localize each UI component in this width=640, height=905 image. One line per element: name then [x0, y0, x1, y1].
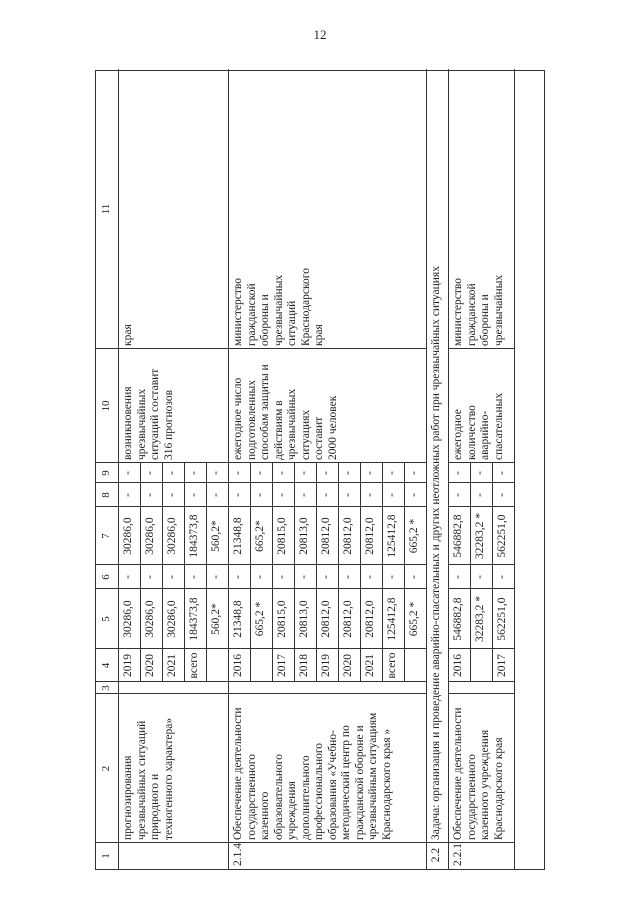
block1-regional-amount: 30286,0: [122, 517, 134, 555]
column-divider: [118, 693, 228, 694]
block2-other-amount: -: [408, 471, 420, 475]
block2-name-line: образования «Учебно-: [326, 730, 339, 840]
block3-executor-line: чрезвычайных: [492, 274, 505, 346]
block2-executor-line: чрезвычайных: [272, 274, 285, 346]
block2-federal-amount: -: [364, 575, 376, 579]
block2-row-divider: [360, 463, 361, 682]
block2-name-line: Краснодарского края »: [380, 728, 393, 840]
block2-name-line: государственного: [245, 754, 258, 840]
column-divider: [96, 693, 118, 694]
column-number-4: 4: [100, 662, 112, 669]
block2-row-divider: [316, 463, 317, 682]
block2-row-divider: [404, 463, 405, 682]
column-divider: [228, 648, 426, 649]
block1-row-divider: [206, 463, 207, 682]
block1-other-amount: -: [144, 471, 156, 475]
column-number-10: 10: [100, 400, 112, 412]
block3-result-line: количество: [465, 405, 478, 460]
block3-total-amount: 562251,0: [496, 597, 508, 641]
block1-regional-amount: 30286,0: [166, 517, 178, 555]
block1-regional-amount: 30286,0: [144, 517, 156, 555]
column-divider: [448, 842, 514, 843]
column-divider: [96, 648, 118, 649]
block2-result-line: подготовленных: [245, 380, 258, 460]
block3-number: 2.2.1: [452, 843, 464, 866]
block1-row-divider: [140, 463, 141, 682]
block2-local-amount: -: [254, 493, 266, 497]
column-divider: [96, 348, 118, 349]
block1-bottom-border: [228, 69, 229, 869]
column-divider: [118, 681, 228, 682]
block2-row-divider: [272, 463, 273, 682]
block1-total-amount: 184373,8: [188, 597, 200, 641]
block2-regional-amount: 665,2*: [254, 520, 266, 552]
column-divider: [118, 588, 228, 589]
block2-federal-amount: -: [408, 575, 420, 579]
block3-federal-amount: -: [496, 575, 508, 579]
block3-name-line: Краснодарского края: [492, 737, 505, 840]
column-divider: [96, 842, 118, 843]
block3-regional-amount: 562251,0: [496, 514, 508, 558]
column-number-9: 9: [100, 470, 112, 476]
column-number-7: 7: [100, 533, 112, 539]
block2-total-amount: 665,2 *: [408, 601, 420, 637]
block1-year: 2019: [122, 654, 134, 677]
block2-regional-amount: 20815,0: [276, 517, 288, 555]
block3-result-line: ежегодное: [452, 409, 464, 460]
block2-regional-amount: 20812,0: [342, 517, 354, 555]
block1-name-line: чрезвычайных ситуаций: [135, 720, 148, 840]
column-divider: [118, 842, 228, 843]
page-number: 12: [313, 27, 327, 42]
block2-federal-amount: -: [298, 575, 310, 579]
block3-federal-amount: -: [474, 575, 486, 579]
column-divider: [448, 564, 514, 565]
column-divider: [448, 506, 514, 507]
block1-regional-amount: 560,2*: [210, 520, 222, 552]
block1-row-divider: [184, 463, 185, 682]
block1-local-amount: -: [166, 493, 178, 497]
block2-local-amount: -: [342, 493, 354, 497]
block1-federal-amount: -: [166, 575, 178, 579]
block2-regional-amount: 20813,0: [298, 517, 310, 555]
block2-total-amount: 20812,0: [320, 600, 332, 638]
column-divider: [118, 506, 228, 507]
block2-regional-amount: 665,2 *: [408, 518, 420, 554]
block2-result-line: ситуациях: [299, 409, 312, 460]
block2-bottom-border: [426, 69, 427, 869]
block2-total-amount: 21348,8: [232, 600, 244, 638]
column-number-1: 1: [100, 853, 112, 859]
block2-name-line: учреждения: [286, 781, 298, 840]
block2-regional-amount: 20812,0: [364, 517, 376, 555]
block1-name-line: техногенного характера»: [162, 717, 175, 840]
block2-row-divider: [338, 463, 339, 682]
block3-other-amount: -: [496, 471, 508, 475]
block2-year: 2021: [364, 654, 376, 677]
column-divider: [228, 482, 426, 483]
column-divider: [118, 348, 228, 349]
block2-name-line: образовательного: [272, 754, 285, 840]
column-divider: [228, 588, 426, 589]
block2-executor-line: ситуаций: [286, 300, 298, 346]
block2-total-amount: 20815,0: [276, 600, 288, 638]
block3-result-line: аварийно-: [479, 410, 491, 460]
block3-year: 2016: [452, 654, 464, 677]
program-activities-table: [95, 70, 545, 870]
column-divider: [96, 564, 118, 565]
column-number-3: 3: [100, 685, 112, 691]
block2-local-amount: -: [232, 493, 244, 497]
block1-other-amount: -: [188, 471, 200, 475]
block2-other-amount: -: [232, 471, 244, 475]
block2-regional-amount: 21348,8: [232, 517, 244, 555]
block2-number: 2.1.4: [232, 843, 244, 866]
block1-result-line: ситуаций составит: [149, 368, 161, 460]
block3-year: 2017: [496, 654, 508, 677]
block2-year: 2019: [320, 654, 332, 677]
block2-result-line: способам защиты и: [259, 364, 271, 460]
block3-local-amount: -: [496, 493, 508, 497]
block1-total-amount: 560,2*: [210, 603, 222, 635]
block2-local-amount: -: [298, 493, 310, 497]
block3-federal-amount: -: [452, 575, 464, 579]
column-divider: [228, 564, 426, 565]
block3-total-amount: 546882,8: [452, 597, 464, 641]
block3-name-line: казенного учреждения: [479, 729, 491, 840]
block1-local-amount: -: [122, 493, 134, 497]
block1-name-line: прогнозирования: [122, 755, 134, 840]
block2-name-line: гражданской обороне и: [353, 725, 366, 840]
column-divider: [118, 462, 228, 463]
header-divider: [118, 69, 119, 869]
block1-total-amount: 30286,0: [166, 600, 178, 638]
table-frame: [95, 70, 545, 870]
block3-other-amount: -: [452, 471, 464, 475]
block2-executor-line: обороны и: [259, 294, 271, 346]
block1-regional-amount: 184373,8: [188, 514, 200, 558]
block3-executor-line: министерство: [452, 278, 464, 346]
block1-local-amount: -: [210, 493, 222, 497]
column-number-11: 11: [100, 203, 112, 215]
block1-local-amount: -: [188, 493, 200, 497]
block2-regional-amount: 125412,8: [386, 514, 398, 558]
block1-result-line: чрезвычайных: [135, 388, 148, 460]
block2-federal-amount: -: [232, 575, 244, 579]
column-divider: [448, 588, 514, 589]
block3-total-amount: 32283,2 *: [474, 596, 486, 642]
column-divider: [96, 482, 118, 483]
block2-row-divider: [250, 463, 251, 682]
block2-total-amount: 20812,0: [342, 600, 354, 638]
block2-name-line: казенного: [259, 791, 271, 840]
block2-regional-amount: 20812,0: [320, 517, 332, 555]
block2-total-amount: 665,2 *: [254, 601, 266, 637]
block2-other-amount: -: [254, 471, 266, 475]
block2-year: 2020: [342, 654, 354, 677]
column-number-5: 5: [100, 616, 112, 622]
block1-result-line: 316 прогнозов: [162, 389, 175, 460]
block3-result-line: спасательных: [492, 392, 505, 460]
block2-year: 2016: [232, 654, 244, 677]
column-divider: [96, 588, 118, 589]
section-bottom-border: [448, 69, 449, 869]
block3-bottom-border: [514, 69, 515, 869]
column-divider: [228, 842, 426, 843]
block2-result-line: составит: [313, 416, 325, 460]
block2-year: 2018: [298, 654, 310, 677]
block2-executor-line: Краснодарского: [299, 268, 312, 346]
block2-name-line: дополнительного: [299, 755, 312, 840]
block1-other-amount: -: [210, 471, 222, 475]
block2-total-amount: 20812,0: [364, 600, 376, 638]
block2-executor-line: края: [313, 324, 325, 346]
block1-name-line: природного и: [149, 773, 161, 840]
block2-federal-amount: -: [276, 575, 288, 579]
column-divider: [448, 693, 514, 694]
block2-other-amount: -: [298, 471, 310, 475]
column-divider: [448, 348, 514, 349]
block1-other-amount: -: [122, 471, 134, 475]
block2-local-amount: -: [386, 493, 398, 497]
block3-executor-line: обороны и: [479, 294, 491, 346]
column-divider: [96, 462, 118, 463]
block1-total-amount: 30286,0: [122, 600, 134, 638]
block2-executor-line: гражданской: [245, 283, 258, 346]
column-divider: [228, 462, 426, 463]
block2-row-divider: [294, 463, 295, 682]
block1-row-divider: [162, 463, 163, 682]
block2-executor-line: министерство: [232, 278, 244, 346]
block2-total-amount: 125412,8: [386, 597, 398, 641]
block2-other-amount: -: [276, 471, 288, 475]
column-divider: [228, 693, 426, 694]
block2-other-amount: -: [386, 471, 398, 475]
block2-result-line: чрезвычайных: [286, 388, 298, 460]
block1-other-amount: -: [166, 471, 178, 475]
block1-year: всего: [188, 652, 200, 679]
block2-name-line: чрезвычайным ситуациям: [367, 712, 379, 840]
block2-federal-amount: -: [386, 575, 398, 579]
block2-other-amount: -: [342, 471, 354, 475]
block1-year: 2020: [144, 654, 156, 677]
block2-result-line: ежегодное число: [232, 377, 244, 460]
block2-federal-amount: -: [254, 575, 266, 579]
block2-federal-amount: -: [320, 575, 332, 579]
column-divider: [118, 564, 228, 565]
block3-local-amount: -: [452, 493, 464, 497]
block1-federal-amount: -: [144, 575, 156, 579]
column-divider: [96, 681, 118, 682]
block2-federal-amount: -: [342, 575, 354, 579]
block1-federal-amount: -: [122, 575, 134, 579]
column-number-8: 8: [100, 492, 112, 498]
block2-result-line: действиям в: [272, 400, 285, 460]
block3-local-amount: -: [474, 493, 486, 497]
block1-local-amount: -: [144, 493, 156, 497]
block2-other-amount: -: [320, 471, 332, 475]
block3-executor-line: гражданской: [465, 283, 478, 346]
block2-row-divider: [382, 463, 383, 682]
block1-year: 2021: [166, 654, 178, 677]
column-divider: [228, 681, 426, 682]
column-divider: [228, 348, 426, 349]
column-divider: [96, 506, 118, 507]
column-divider: [448, 482, 514, 483]
block3-regional-amount: 32283,2 *: [474, 513, 486, 559]
column-divider: [228, 506, 426, 507]
block2-other-amount: -: [364, 471, 376, 475]
column-divider: [448, 681, 514, 682]
block3-name-line: государственного: [465, 754, 478, 840]
block2-total-amount: 20813,0: [298, 600, 310, 638]
block2-local-amount: -: [408, 493, 420, 497]
block2-local-amount: -: [276, 493, 288, 497]
block1-federal-amount: -: [210, 575, 222, 579]
column-divider: [118, 648, 228, 649]
block3-row-divider: [492, 463, 493, 682]
column-number-6: 6: [100, 574, 112, 580]
block2-year: 2017: [276, 654, 288, 677]
block3-other-amount: -: [474, 471, 486, 475]
column-divider: [448, 648, 514, 649]
column-number-2: 2: [100, 765, 112, 772]
block2-local-amount: -: [364, 493, 376, 497]
block2-name-line: Обеспечение деятельности: [232, 707, 244, 840]
block3-name-line: Обеспечение деятельности: [452, 707, 464, 840]
block2-year: всего: [386, 652, 398, 679]
section-title: Задача: организация и проведение аварийно-спасательных и других неотложных работ при чрезвычайных ситуациях: [430, 266, 442, 840]
section-number: 2.2: [430, 847, 442, 863]
block1-federal-amount: -: [188, 575, 200, 579]
block1-result-line: возникновения: [122, 386, 134, 460]
block1-executor-line: края: [122, 324, 134, 346]
block3-regional-amount: 546882,8: [452, 514, 464, 558]
block2-result-line: 2000 человек: [326, 395, 339, 460]
block3-row-divider: [470, 463, 471, 682]
block2-name-line: методический центр по: [340, 725, 352, 840]
block1-total-amount: 30286,0: [144, 600, 156, 638]
column-divider: [448, 462, 514, 463]
column-divider: [426, 842, 448, 843]
block2-local-amount: -: [320, 493, 332, 497]
block2-name-line: профессионального: [313, 742, 325, 840]
landscape-table: [95, 70, 545, 870]
column-divider: [118, 482, 228, 483]
